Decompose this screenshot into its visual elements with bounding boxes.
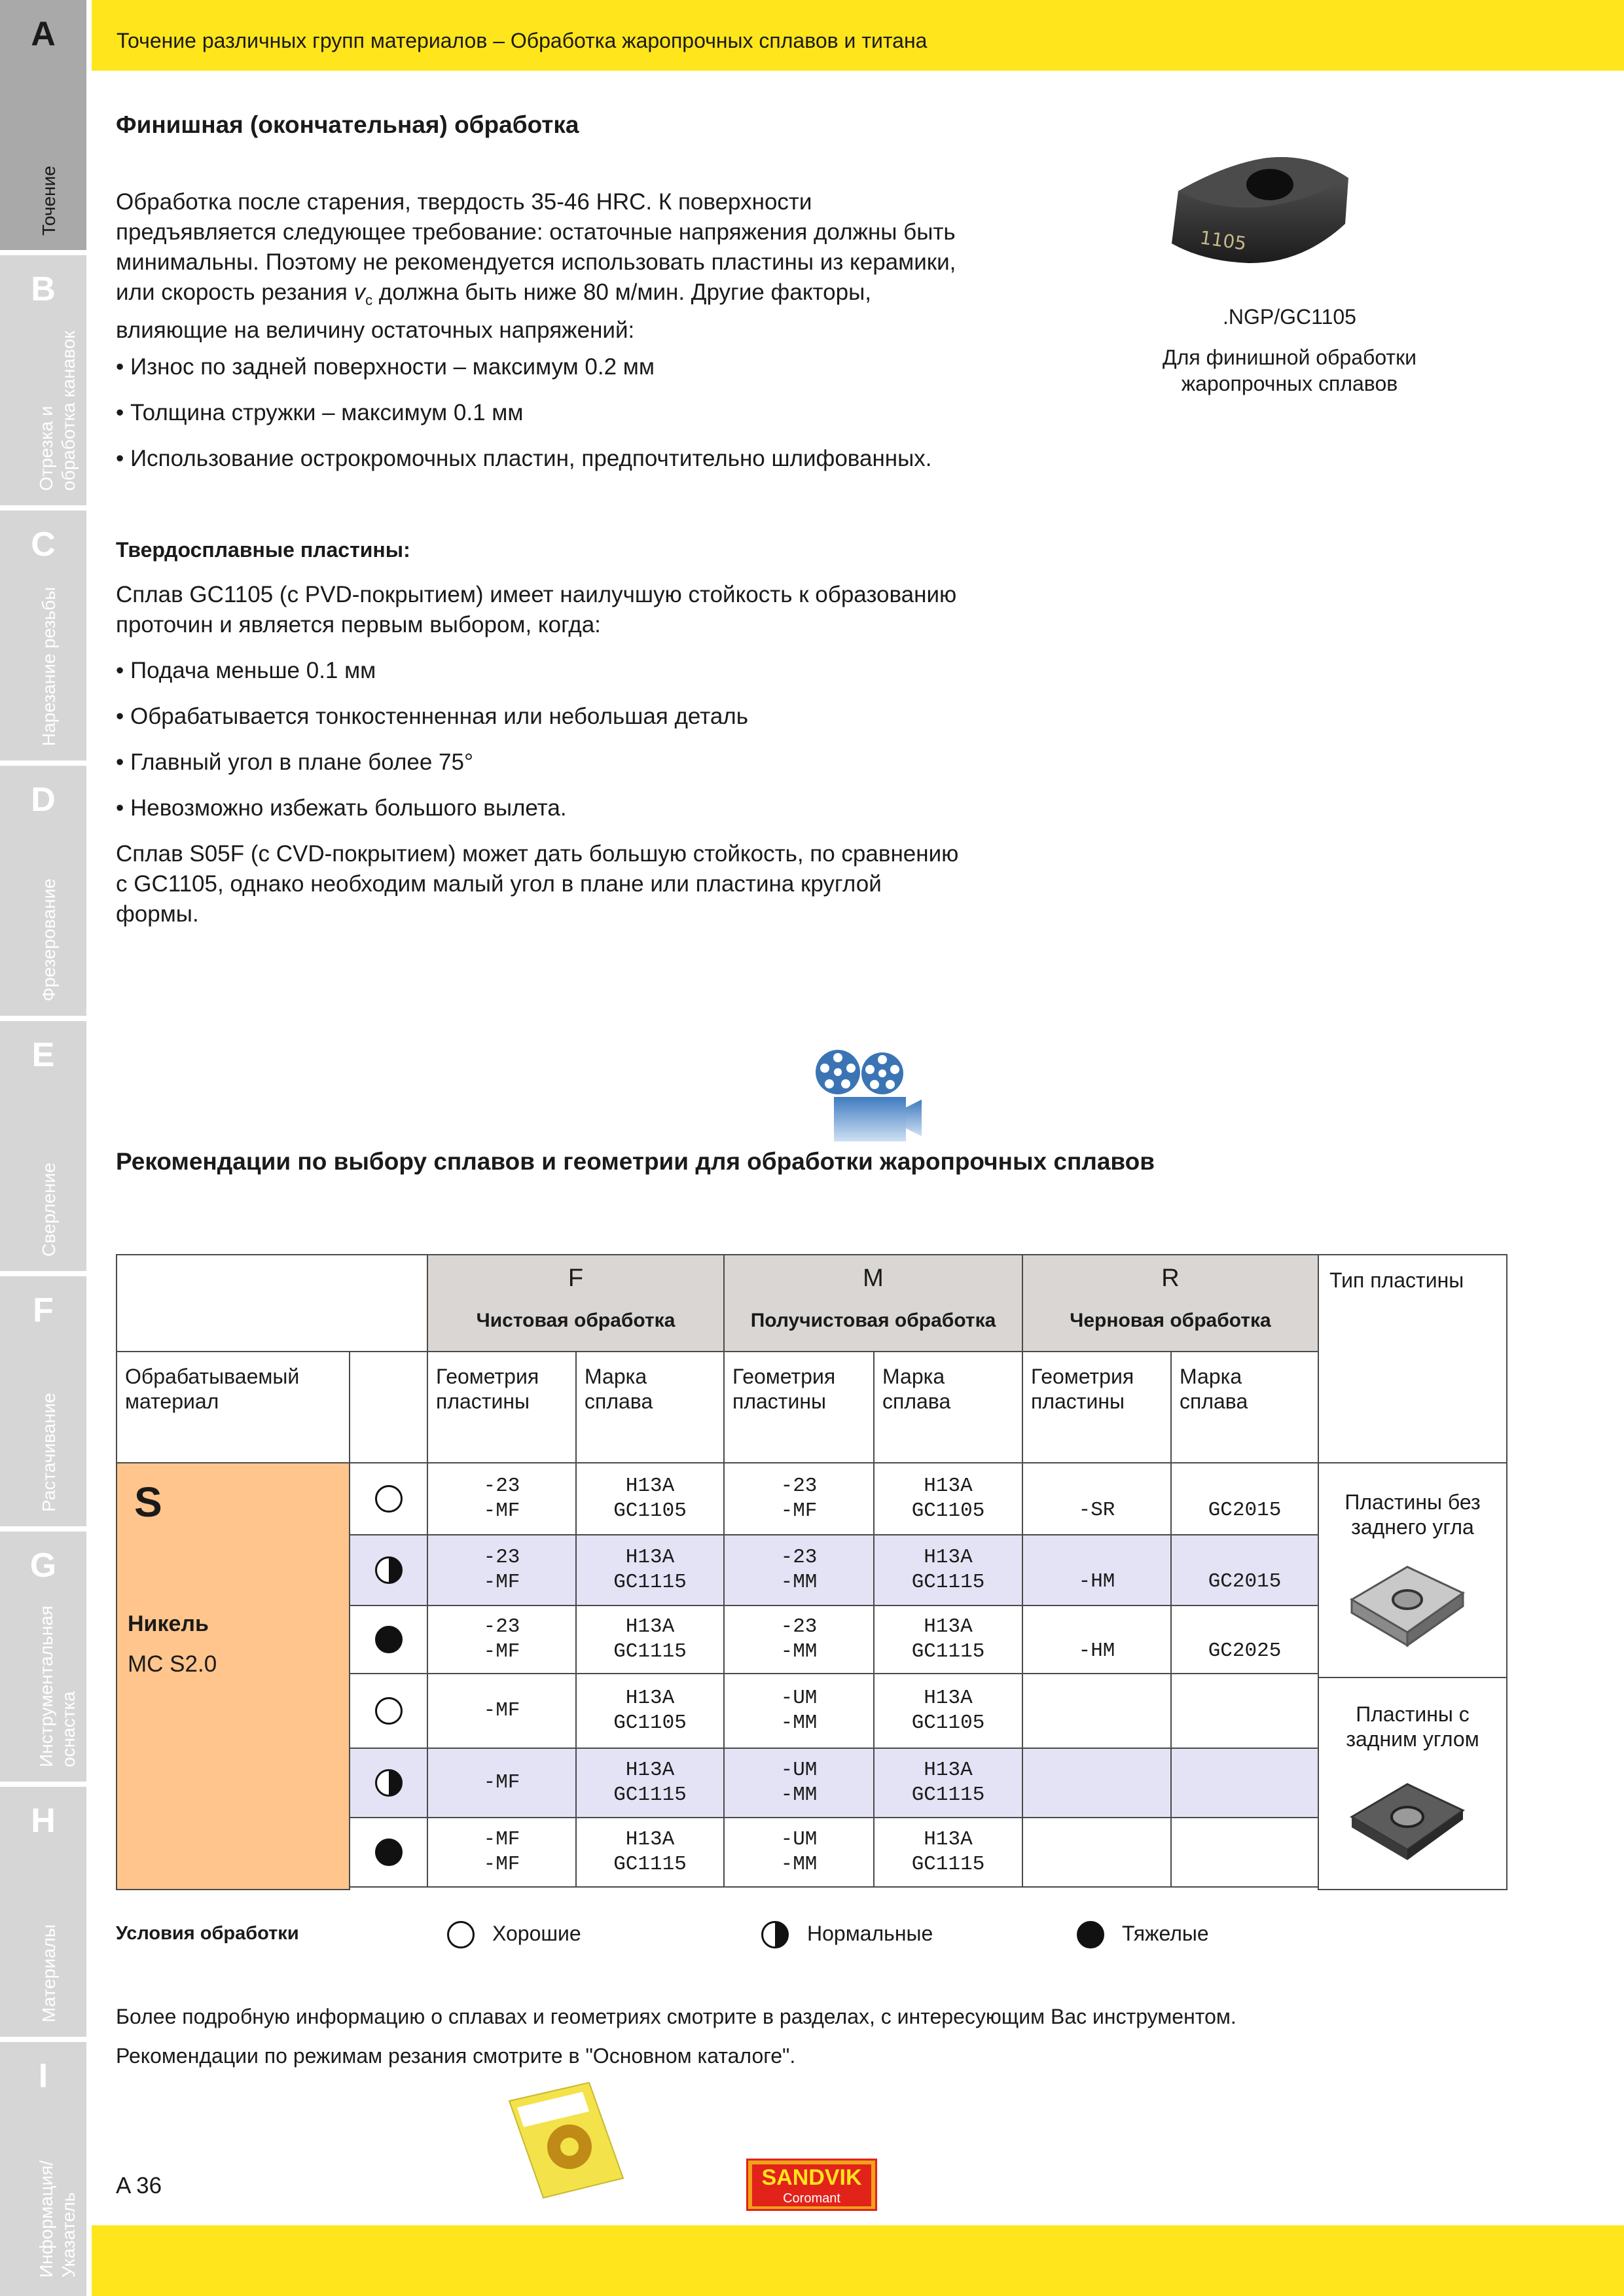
f-geom-cell: -MF [427, 1673, 577, 1749]
f-geom-cell: -MF -MF [427, 1817, 577, 1888]
insert-code: .NGP/GC1105 [1223, 305, 1356, 329]
negative-insert-photo [1345, 1560, 1470, 1652]
tab-c-threading[interactable] [0, 511, 86, 761]
f-grade-cell: H13A GC1105 [575, 1462, 725, 1535]
tab-label: Отрезка и обработка канавок [36, 331, 79, 491]
catalog-thumbnail[interactable] [504, 2081, 628, 2199]
f-geom-cell: -23 -MF [427, 1605, 577, 1674]
tab-letter: B [31, 270, 56, 308]
tab-letter: F [33, 1291, 54, 1329]
section-finishing-title: Финишная (окончательная) обработка [116, 111, 579, 138]
tab-letter: D [31, 781, 56, 819]
f-geom-cell: -23 -MF [427, 1534, 577, 1606]
legend-good: Хорошие [492, 1922, 581, 1945]
r-grade-cell: GC2015 [1170, 1534, 1319, 1606]
normal-condition-icon [375, 1769, 403, 1797]
negative-insert-cell [1318, 1462, 1507, 1678]
r-grade-header: Марка сплава [1170, 1351, 1319, 1463]
f-geom-cell: -MF [427, 1748, 577, 1818]
m-geometry-header: Геометрия пластины [723, 1351, 875, 1463]
tab-label: Нарезание резьбы [39, 586, 59, 746]
section-carbide-title: Твердосплавные пластины: [116, 538, 410, 562]
f-grade-cell: H13A GC1115 [575, 1534, 725, 1606]
m-geom-cell: -23 -MM [723, 1534, 875, 1606]
tab-e-drilling[interactable] [0, 1021, 86, 1271]
tab-letter: I [38, 2057, 48, 2095]
tab-d-milling[interactable] [0, 766, 86, 1016]
tab-label: Точение [39, 166, 59, 236]
f-grade-cell: H13A GC1105 [575, 1673, 725, 1749]
insert-description: Для финишной обработки жаропрочных сплавов [1163, 346, 1416, 395]
carbide-intro: Сплав GC1105 (с PVD-покрытием) имеет наилучшую стойкость к образованию проточин и является первым выбором, когда: [116, 582, 957, 637]
good-condition-icon [375, 1485, 403, 1513]
material-group-letter: S [134, 1479, 162, 1526]
r-geom-cell [1022, 1817, 1172, 1888]
legend-normal: Нормальные [807, 1922, 933, 1945]
m-grade-cell: H13A GC1105 [873, 1673, 1023, 1749]
r-geom-cell: -HM [1022, 1605, 1172, 1674]
insert-photo [1165, 152, 1362, 270]
table-corner [116, 1254, 428, 1352]
tab-letter: H [31, 1802, 56, 1840]
m-geom-cell: -23 -MF [723, 1462, 875, 1535]
r-geom-cell [1022, 1673, 1172, 1749]
f-grade-cell: H13A GC1115 [575, 1748, 725, 1818]
normal-condition-icon [375, 1556, 403, 1584]
condition-cell [349, 1748, 428, 1818]
insert-marking: 1105 [1199, 226, 1248, 255]
m-grade-cell: H13A GC1115 [873, 1534, 1023, 1606]
f-geom-cell: -23 -MF [427, 1462, 577, 1535]
condition-cell [349, 1534, 428, 1606]
tab-i-information[interactable] [0, 2042, 86, 2296]
f-grade-cell: H13A GC1115 [575, 1817, 725, 1888]
condition-cell [349, 1462, 428, 1535]
legend-difficult: Тяжелые [1122, 1922, 1209, 1945]
r-geom-cell [1022, 1748, 1172, 1818]
tab-g-tooling[interactable] [0, 1532, 86, 1782]
carbide-bullet-4: • Невозможно избежать большого вылета. [116, 795, 567, 821]
finishing-bullet-2: • Толщина стружки – максимум 0.1 мм [116, 400, 524, 425]
film-projector-icon[interactable] [812, 1047, 923, 1142]
tab-f-boring[interactable] [0, 1276, 86, 1526]
carbide-bullet-2: • Обрабатывается тонкостенненная или небольшая деталь [116, 704, 748, 729]
tab-label: Фрезерование [39, 878, 59, 1001]
f-grade-cell: H13A GC1115 [575, 1605, 725, 1674]
insert-type-header: Тип пластины [1318, 1254, 1507, 1463]
condition-cell [349, 1605, 428, 1674]
legend-title: Условия обработки [116, 1923, 299, 1944]
group-f-header: F Чистовая обработка [427, 1254, 725, 1352]
difficult-condition-icon [1077, 1921, 1104, 1948]
carbide-outro: Сплав S05F (с CVD-покрытием) может дать большую стойкость, по сравнению с GC1105, однако необходим малый угол в плане или пластина круглой формы. [116, 841, 959, 927]
condition-header [349, 1351, 428, 1463]
r-grade-cell [1170, 1748, 1319, 1818]
f-grade-header: Марка сплава [575, 1351, 725, 1463]
footer-note-1: Более подробную информацию о сплавах и геометриях смотрите в разделах, с интересующим Вас инструментом. [116, 2005, 1236, 2028]
condition-cell [349, 1817, 428, 1888]
f-geometry-header: Геометрия пластины [427, 1351, 577, 1463]
positive-insert-label: Пластины с задним углом [1346, 1702, 1479, 1751]
material-code: MC S2.0 [128, 1651, 217, 1677]
tab-letter: C [31, 526, 56, 564]
r-grade-cell: GC2025 [1170, 1605, 1319, 1674]
m-grade-cell: H13A GC1115 [873, 1748, 1023, 1818]
material-header: Обрабатываемый материал [116, 1351, 350, 1463]
condition-cell [349, 1673, 428, 1749]
r-geom-cell: -SR [1022, 1462, 1172, 1535]
section-recommendations-title: Рекомендации по выбору сплавов и геометрии для обработки жаропрочных сплавов [116, 1148, 1155, 1175]
tab-h-materials[interactable] [0, 1787, 86, 2037]
tab-letter: A [31, 15, 56, 53]
difficult-condition-icon [375, 1839, 403, 1866]
tab-label: Материалы [39, 1924, 59, 2022]
m-grade-header: Марка сплава [873, 1351, 1023, 1463]
r-geometry-header: Геометрия пластины [1022, 1351, 1172, 1463]
tab-a-turning[interactable] [0, 0, 86, 250]
section-index-sidebar [0, 0, 86, 2296]
m-geom-cell: -23 -MM [723, 1605, 875, 1674]
page-number: A 36 [116, 2173, 162, 2198]
finishing-bullet-1: • Износ по задней поверхности – максимум 0.2 мм [116, 354, 655, 380]
tab-letter: E [31, 1036, 55, 1074]
m-geom-cell: -UM -MM [723, 1673, 875, 1749]
r-grade-cell [1170, 1673, 1319, 1749]
tab-label: Растачивание [39, 1393, 59, 1512]
r-geom-cell: -HM [1022, 1534, 1172, 1606]
footer-bar [92, 2225, 1624, 2296]
group-r-header: R Черновая обработка [1022, 1254, 1319, 1352]
good-condition-icon [447, 1921, 475, 1948]
group-m-header: M Получистовая обработка [723, 1254, 1023, 1352]
footer-note-2[interactable]: Рекомендации по режимам резания смотрите в "Основном каталоге". [116, 2044, 796, 2068]
m-geom-cell: -UM -MM [723, 1748, 875, 1818]
tab-letter: G [29, 1547, 57, 1585]
page-header-title: Точение различных групп материалов – Обработка жаропрочных сплавов и титана [117, 29, 928, 52]
good-condition-icon [375, 1697, 403, 1725]
finishing-intro: Обработка после старения, твердость 35-46 HRC. К поверхности предъявляется следующее требование: остаточные напряжения должны быть минимальны. Поэтому не рекомендуется использовать пластины из керамики, или скорость резания $v_c$ должна быть ниже 80 м/мин. Другие факторы, влияющие на величину остаточных напряжений: [116, 189, 956, 343]
r-grade-cell [1170, 1817, 1319, 1888]
carbide-bullet-3: • Главный угол в плане более 75° [116, 749, 473, 775]
material-name: Никель [128, 1611, 209, 1636]
tab-label: Информация/ Указатель [36, 2160, 79, 2278]
material-cell [116, 1462, 350, 1890]
finishing-bullet-3: • Использование острокромочных пластин, предпочтительно шлифованных. [116, 446, 932, 471]
positive-insert-photo [1345, 1776, 1470, 1868]
grade-geometry-table [116, 1254, 1507, 1890]
normal-condition-icon [761, 1921, 789, 1948]
carbide-bullet-1: • Подача меньше 0.1 мм [116, 658, 376, 683]
sandvik-coromant-logo: SANDVIK Coromant [746, 2159, 877, 2211]
difficult-condition-icon [375, 1626, 403, 1653]
tab-label: Инструментальная оснастка [36, 1605, 79, 1767]
positive-insert-cell [1318, 1677, 1507, 1890]
m-geom-cell: -UM -MM [723, 1817, 875, 1888]
tab-b-parting[interactable] [0, 255, 86, 505]
tab-label: Сверление [39, 1162, 59, 1257]
negative-insert-label: Пластины без заднего угла [1344, 1490, 1481, 1539]
r-grade-cell: GC2015 [1170, 1462, 1319, 1535]
m-grade-cell: H13A GC1105 [873, 1462, 1023, 1535]
header-bar [92, 0, 1624, 71]
m-grade-cell: H13A GC1115 [873, 1817, 1023, 1888]
m-grade-cell: H13A GC1115 [873, 1605, 1023, 1674]
